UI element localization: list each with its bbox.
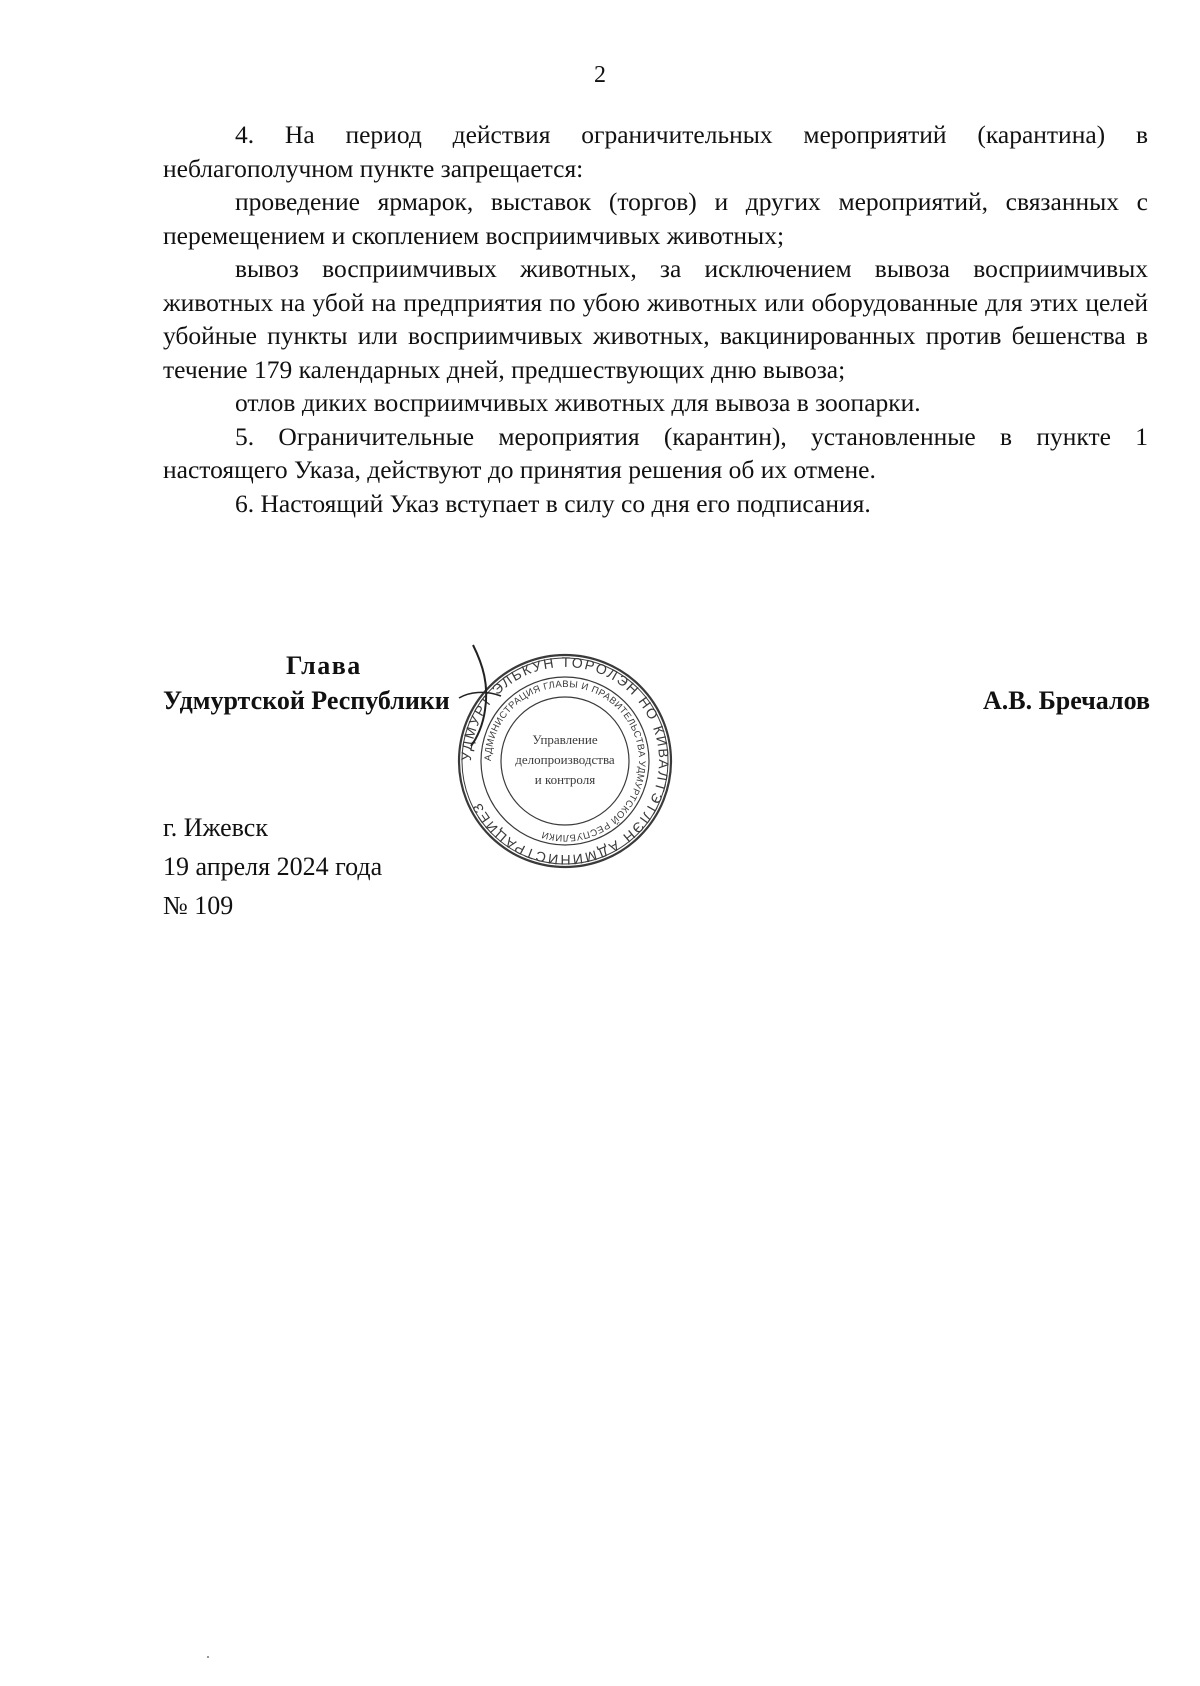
signatory-title-line2: Удмуртской Республики (163, 686, 450, 715)
scan-artifact (207, 1656, 209, 1658)
signatory-title-line1: Глава (286, 651, 362, 680)
paragraph-item-5: 5. Ограничительные мероприятия (карантин), установленные в пункте 1 настоящего Указа, действуют до принятия решения об их отмене. (163, 421, 1148, 484)
paragraph-item-6: 6. Настоящий Указ вступает в силу со дня его подписания. (235, 488, 871, 518)
date-of-signing: 19 апреля 2024 года (163, 852, 383, 881)
stamp-center-line2: делопроизводства (515, 752, 615, 767)
stamp-center-line1: Управление (532, 732, 598, 747)
stamp-inner-text: АДМИНИСТРАЦИЯ ГЛАВЫ И ПРАВИТЕЛЬСТВА УДМУРТСКОЙ РЕСПУБЛИКИ (482, 678, 648, 844)
paragraph-capture-ban: отлов диких восприимчивых животных для вывоза в зоопарки. (235, 388, 921, 417)
stamp-center-line3: и контроля (534, 772, 596, 787)
paragraph-export-ban: вывоз восприимчивых животных, за исключением вывоза восприимчивых животных на убой на предприятия по убою животных или оборудованные для этих целей убойные пункты или восприимчивых животных, вакцинированных против бешенства в течение 179 календарных дней, предшествующих дню вывоза; (163, 254, 1148, 384)
decree-body (163, 118, 1148, 520)
stamp-outer-text: УДМУРТ ЭЛЬКУН ТОРОЛЭН НО КИВАЛТЭТЛЭН АДМИНИСТРАЦИЕЗ (457, 653, 673, 869)
decree-number: № 109 (163, 891, 234, 920)
paragraph-fairs-ban: проведение ярмарок, выставок (торгов) и других мероприятий, связанных с перемещением и скоплением восприимчивых животных; (163, 187, 1148, 250)
page-number: 2 (594, 62, 606, 88)
handwritten-signature-icon (455, 640, 515, 750)
place-of-signing: г. Ижевск (163, 813, 268, 842)
signatory-name: А.В. Бречалов (982, 686, 1150, 715)
place-date-number (163, 808, 382, 925)
paragraph-item-4: 4. На период действия ограничительных мероприятий (карантина) в неблагополучном пункте запрещается: (163, 120, 1148, 183)
